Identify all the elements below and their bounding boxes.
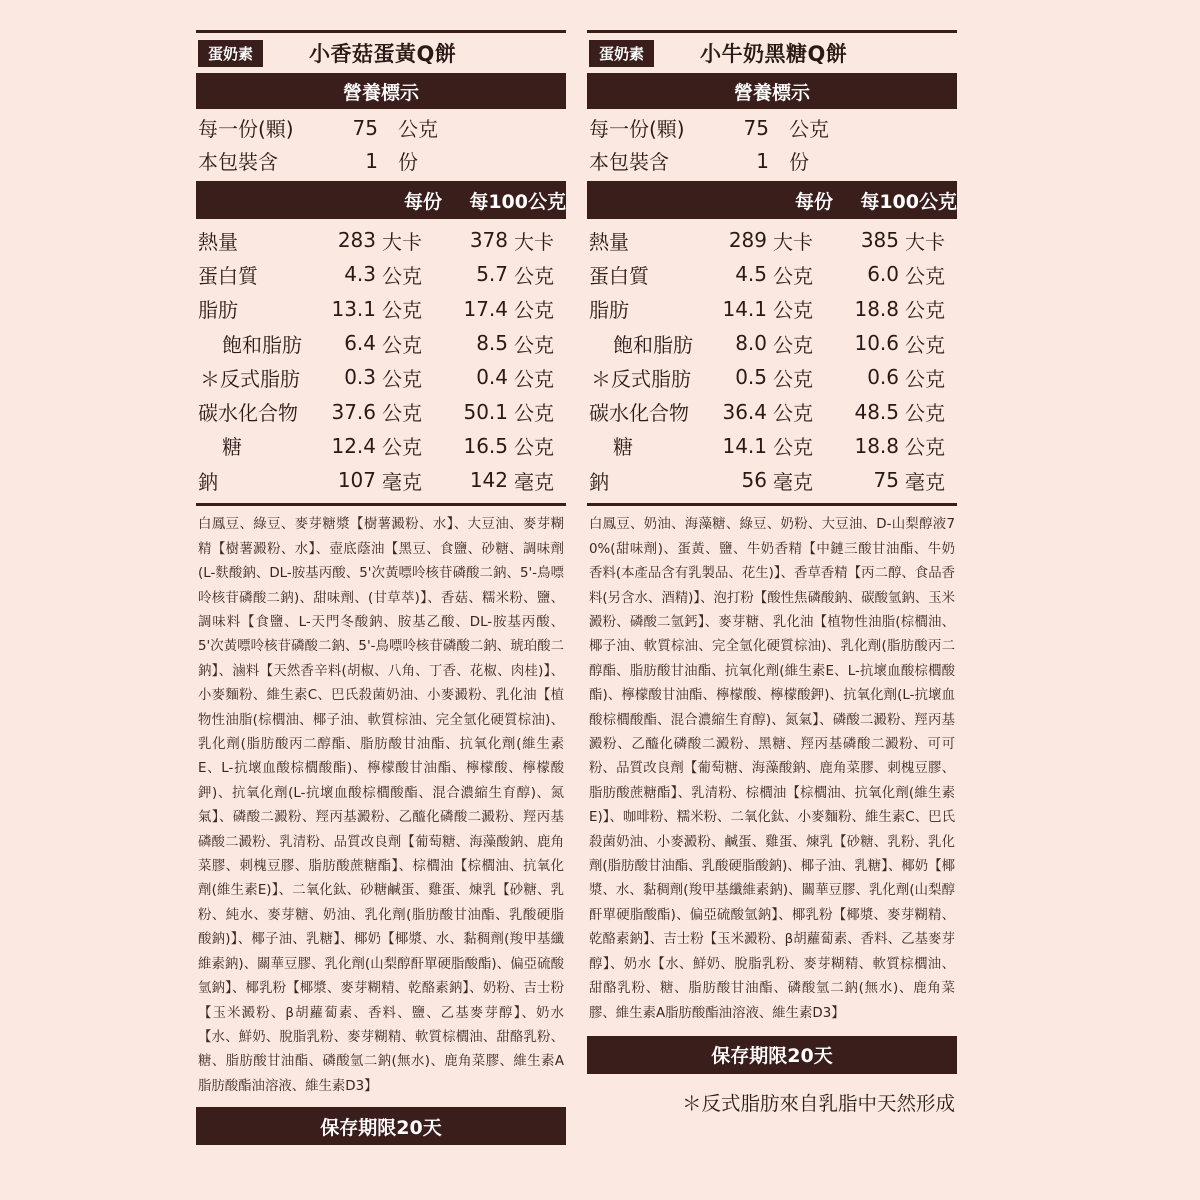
- column-header: [196, 181, 566, 219]
- per-serving-value: 4.3: [344, 262, 376, 287]
- per-serving-value: 4.5: [735, 262, 767, 287]
- per-100g-value: 17.4: [463, 296, 508, 321]
- per-100g-unit: 毫克: [905, 469, 945, 494]
- per-100g-value: 0.6: [867, 365, 899, 390]
- per-100g-value: 18.8: [854, 433, 899, 458]
- per-100g-value: 0.4: [476, 365, 508, 390]
- per-serving-unit: 公克: [773, 332, 813, 357]
- per-100g-value: 6.0: [867, 262, 899, 287]
- per-serving-unit: 公克: [382, 298, 422, 323]
- nutrition-panel-left: [196, 30, 566, 1145]
- nutrient-row-sodium: [196, 463, 566, 497]
- nutrient-row-energy: [587, 223, 957, 257]
- nutrient-table: [196, 219, 566, 506]
- per-serving-unit: 公克: [773, 366, 813, 391]
- serving-size-label: 每一份(顆): [589, 117, 685, 141]
- per-serving-unit: 公克: [382, 332, 422, 357]
- trans-fat-footnote: ＊反式脂肪來自乳脂中天然形成: [681, 1091, 955, 1115]
- nutrient-label: ＊反式脂肪: [591, 366, 691, 391]
- nutrient-label: 鈉: [198, 469, 218, 494]
- nutrition-label-header: 營養標示: [196, 73, 566, 109]
- per-100g-value: 5.7: [476, 262, 508, 287]
- per-100g-unit: 公克: [905, 298, 945, 323]
- nutrient-label: 脂肪: [589, 298, 629, 323]
- nutrient-label: 鈉: [589, 469, 609, 494]
- servings-per-package-unit: 份: [398, 150, 418, 174]
- nutrient-row-energy: [196, 223, 566, 257]
- per-serving-unit: 公克: [773, 263, 813, 288]
- nutrient-row-trans-fat: [587, 360, 957, 394]
- ingredients-text: 白鳳豆、奶油、海藻糖、綠豆、奶粉、大豆油、D-山梨醇液70%(甜味劑)、蛋黃、鹽、牛奶香精【中鏈三酸甘油酯、牛奶香料(本產品含有乳製品、花生)】、香草香精【丙二醇、食品香料(另含水、酒精)】、泡打粉【酸性焦磷酸鈉、碳酸氫鈉、玉米澱粉、磷酸二氫鈣】、麥芽糖、乳化油【植物性油脂(棕櫚油、椰子油、軟質棕油、完全氫化硬質棕油)、乳化劑(脂肪酸丙二醇酯、脂肪酸甘油酯、抗氧化劑(維生素E、L-抗壞血酸棕櫚酸酯)、檸檬酸甘油酯、檸檬酸、檸檬酸鉀)、抗氧化劑(L-抗壞血酸棕櫚酸酯、混合濃縮生育醇)、氮氣】、磷酸二澱粉、羥丙基澱粉、乙醯化磷酸二澱粉、黑糖、羥丙基磷酸二澱粉、可可粉、品質改良劑【葡萄糖、海藻酸鈉、鹿角菜膠、刺槐豆膠、脂肪酸蔗糖酯】、乳清粉、棕櫚油【棕櫚油、抗氧化劑(維生素E)】、咖啡粉、糯米粉、二氧化鈦、小麥麵粉、維生素C、巴氏殺菌奶油、小麥澱粉、鹹蛋、雞蛋、煉乳【砂糖、乳粉、乳化劑(脂肪酸甘油酯、乳酸硬脂酸鈉)、椰子油、乳糖】、椰奶【椰漿、水、黏稠劑(羧甲基纖維素鈉)、關華豆膠、乳化劑(山梨醇酐單硬脂酸酯)、偏亞硫酸氫鈉】、椰乳粉【椰漿、麥芽糊精、乾酪素鈉】、吉士粉【玉米澱粉、β胡蘿蔔素、香料、乙基麥芽醇】、奶水【水、鮮奶、脫脂乳粉、麥芽糊精、軟質棕櫚油、甜酪乳粉、糖、脂肪酸甘油酯、磷酸氫二鈉(無水)、鹿角菜膠、維生素A脂肪酸酯油溶液、維生素D3】: [589, 517, 955, 1021]
- per-100g-value: 142: [469, 468, 508, 493]
- per-100g-value: 48.5: [854, 399, 899, 424]
- serving-size-row: [587, 111, 957, 144]
- per-100g-unit: 大卡: [514, 229, 554, 254]
- per-100g-unit: 公克: [905, 435, 945, 460]
- per-100g-value: 385: [860, 228, 899, 253]
- per-100g-unit: 公克: [514, 332, 554, 357]
- nutrient-row-trans-fat: [196, 360, 566, 394]
- per-100g-unit: 公克: [905, 401, 945, 426]
- per-100g-value: 10.6: [854, 331, 899, 356]
- per-serving-value: 14.1: [722, 433, 767, 458]
- per-serving-value: 37.6: [331, 399, 376, 424]
- servings-per-package-label: 本包裝含: [198, 150, 278, 174]
- serving-size-row: [196, 111, 566, 144]
- serving-info: [196, 109, 566, 181]
- per-serving-unit: 公克: [382, 401, 422, 426]
- per-100g-unit: 公克: [514, 298, 554, 323]
- per-serving-value: 36.4: [722, 399, 767, 424]
- per-serving-value: 283: [337, 228, 376, 253]
- nutrient-label: 碳水化合物: [589, 401, 689, 426]
- per-100g-value: 16.5: [463, 433, 508, 458]
- nutrition-label-header: 營養標示: [587, 73, 957, 109]
- nutrient-row-fat: [587, 292, 957, 326]
- title-row: [196, 33, 566, 73]
- nutrient-label: 熱量: [198, 229, 238, 254]
- per-serving-unit: 毫克: [773, 469, 813, 494]
- per-serving-unit: 公克: [382, 435, 422, 460]
- per-serving-value: 12.4: [331, 433, 376, 458]
- per-serving-unit: 公克: [382, 366, 422, 391]
- per-serving-value: 0.3: [344, 365, 376, 390]
- column-header: [587, 181, 957, 219]
- nutrient-label: 飽和脂肪: [222, 332, 302, 357]
- per-100g-value: 18.8: [854, 296, 899, 321]
- product-title: 小牛奶黑糖Q餅: [700, 42, 848, 66]
- nutrient-label: 飽和脂肪: [613, 332, 693, 357]
- per-100g-unit: 公克: [905, 332, 945, 357]
- per-100g-unit: 毫克: [514, 469, 554, 494]
- serving-size-value: 75: [352, 115, 378, 140]
- per-100g-value: 75: [873, 468, 899, 493]
- per-serving-header: 每份: [795, 190, 834, 213]
- per-serving-value: 56: [741, 468, 767, 493]
- per-100g-value: 8.5: [476, 331, 508, 356]
- shelf-life-banner: 保存期限20天: [196, 1107, 566, 1145]
- per-100g-unit: 公克: [514, 401, 554, 426]
- nutrient-row-sugar: [587, 429, 957, 463]
- per-serving-value: 8.0: [735, 331, 767, 356]
- serving-size-unit: 公克: [789, 117, 829, 141]
- product-title: 小香菇蛋黃Q餅: [309, 42, 457, 66]
- per-serving-value: 0.5: [735, 365, 767, 390]
- serving-size-unit: 公克: [398, 117, 438, 141]
- per-serving-unit: 公克: [773, 435, 813, 460]
- nutrient-row-saturated-fat: [587, 326, 957, 360]
- shelf-life-banner: 保存期限20天: [587, 1036, 957, 1074]
- servings-per-package-label: 本包裝含: [589, 150, 669, 174]
- per-serving-unit: 大卡: [773, 229, 813, 254]
- nutrient-label: 蛋白質: [198, 263, 258, 288]
- nutrient-label: 熱量: [589, 229, 629, 254]
- serving-info: [587, 109, 957, 181]
- servings-per-package-value: 1: [365, 148, 378, 173]
- nutrient-row-sodium: [587, 463, 957, 497]
- nutrient-row-carbohydrate: [196, 394, 566, 428]
- nutrient-label: 糖: [222, 435, 242, 460]
- per-100g-unit: 公克: [514, 263, 554, 288]
- per-100g-unit: 公克: [514, 366, 554, 391]
- diet-badge: 蛋奶素: [198, 40, 263, 67]
- nutrient-row-sugar: [196, 429, 566, 463]
- nutrition-panel-right: [587, 30, 957, 1116]
- nutrient-table: [587, 219, 957, 506]
- per-100g-value: 50.1: [463, 399, 508, 424]
- per-100g-header: 每100公克: [860, 190, 957, 213]
- per-serving-value: 289: [728, 228, 767, 253]
- nutrient-row-fat: [196, 292, 566, 326]
- ingredients-text: 白鳳豆、綠豆、麥芽糖漿【樹薯澱粉、水】、大豆油、麥芽糊精【樹薯澱粉、水】、壺底蔭油【黑豆、食鹽、砂糖、調味劑(L-麩酸鈉、DL-胺基丙酸、5'次黃嘌呤核苷磷酸二鈉、5'-鳥嘌呤核苷磷酸二鈉)、甜味劑、(甘草萃)】、香菇、糯米粉、鹽、調味料【食鹽、L-天門冬酸鈉、胺基乙酸、DL-胺基丙酸、5'次黃嘌呤核苷磷酸二鈉、5'-鳥嘌呤核苷磷酸二鈉、琥珀酸二鈉】、滷料【天然香辛料(胡椒、八角、丁香、花椒、肉桂)】、小麥麵粉、維生素C、巴氏殺菌奶油、小麥澱粉、乳化油【植物性油脂(棕櫚油、椰子油、軟質棕油、完全氫化硬質棕油)、乳化劑(脂肪酸丙二醇酯、脂肪酸甘油酯、抗氧化劑(維生素E、L-抗壞血酸棕櫚酸酯)、檸檬酸甘油酯、檸檬酸、檸檬酸鉀)、抗氧化劑(L-抗壞血酸棕櫚酸酯、混合濃縮生育醇)、氮氣】、磷酸二澱粉、羥丙基澱粉、乙醯化磷酸二澱粉、羥丙基磷酸二澱粉、乳清粉、品質改良劑【葡萄糖、海藻酸鈉、鹿角菜膠、刺槐豆膠、脂肪酸蔗糖酯】、棕櫚油【棕櫚油、抗氧化劑(維生素E)】、二氧化鈦、砂糖鹹蛋、雞蛋、煉乳【砂糖、乳粉、純水、麥芽糖、奶油、乳化劑(脂肪酸甘油酯、乳酸硬脂酸鈉)】、椰子油、乳糖】、椰奶【椰漿、水、黏稠劑(羧甲基纖維素鈉)、關華豆膠、乳化劑(山梨醇酐單硬脂酸酯)、偏亞硫酸氫鈉】、椰乳粉【椰漿、麥芽糊精、乾酪素鈉】、奶粉、吉士粉【玉米澱粉、β胡蘿蔔素、香料、鹽、乙基麥芽醇】、奶水【水、鮮奶、脫脂乳粉、麥芽糊精、軟質棕櫚油、甜酪乳粉、糖、脂肪酸甘油酯、磷酸氫二鈉(無水)、鹿角菜膠、維生素A脂肪酸酯油溶液、維生素D3】: [198, 517, 564, 1094]
- nutrient-row-protein: [196, 257, 566, 291]
- per-serving-unit: 公克: [773, 401, 813, 426]
- title-row: [587, 33, 957, 73]
- servings-per-package-value: 1: [756, 148, 769, 173]
- diet-badge: 蛋奶素: [589, 40, 654, 67]
- per-serving-unit: 公克: [382, 263, 422, 288]
- nutrient-label: ＊反式脂肪: [200, 366, 300, 391]
- servings-per-package-unit: 份: [789, 150, 809, 174]
- nutrient-row-protein: [587, 257, 957, 291]
- per-serving-value: 107: [337, 468, 376, 493]
- nutrient-label: 脂肪: [198, 298, 238, 323]
- per-serving-value: 6.4: [344, 331, 376, 356]
- nutrient-row-carbohydrate: [587, 394, 957, 428]
- nutrient-label: 蛋白質: [589, 263, 649, 288]
- per-100g-unit: 大卡: [905, 229, 945, 254]
- nutrient-label: 碳水化合物: [198, 401, 298, 426]
- per-100g-unit: 公克: [514, 435, 554, 460]
- per-serving-value: 14.1: [722, 296, 767, 321]
- servings-per-package-row: [587, 144, 957, 177]
- per-serving-unit: 公克: [773, 298, 813, 323]
- serving-size-label: 每一份(顆): [198, 117, 294, 141]
- per-100g-unit: 公克: [905, 366, 945, 391]
- per-100g-unit: 公克: [905, 263, 945, 288]
- nutrient-label: 糖: [613, 435, 633, 460]
- per-100g-value: 378: [469, 228, 508, 253]
- per-serving-unit: 大卡: [382, 229, 422, 254]
- serving-size-value: 75: [743, 115, 769, 140]
- nutrient-row-saturated-fat: [196, 326, 566, 360]
- per-100g-header: 每100公克: [469, 190, 566, 213]
- per-serving-value: 13.1: [331, 296, 376, 321]
- servings-per-package-row: [196, 144, 566, 177]
- per-serving-unit: 毫克: [382, 469, 422, 494]
- per-serving-header: 每份: [404, 190, 443, 213]
